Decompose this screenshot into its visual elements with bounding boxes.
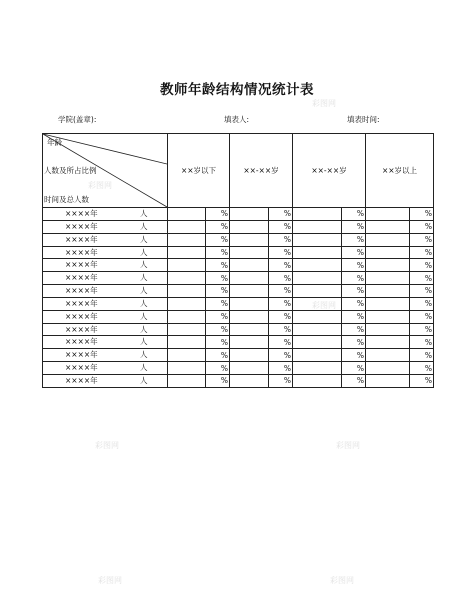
count-cell[interactable] <box>366 246 410 259</box>
count-cell[interactable] <box>366 259 410 272</box>
person-unit-label: 人 <box>140 363 148 373</box>
percent-cell[interactable]: % <box>410 285 434 298</box>
count-cell[interactable] <box>366 285 410 298</box>
table-row <box>43 208 434 221</box>
column-header-range-1: ××-××岁 <box>230 134 293 208</box>
percent-cell[interactable]: % <box>269 362 293 375</box>
count-cell[interactable] <box>293 349 342 362</box>
count-cell[interactable] <box>230 285 269 298</box>
year-cell <box>43 220 168 233</box>
count-cell[interactable] <box>168 336 206 349</box>
table-row <box>43 246 434 259</box>
count-cell[interactable] <box>230 323 269 336</box>
percent-cell[interactable]: % <box>342 246 366 259</box>
person-unit-label: 人 <box>140 286 148 296</box>
count-cell[interactable] <box>168 349 206 362</box>
watermark: 彩图网 <box>312 301 336 310</box>
percent-cell[interactable]: % <box>410 362 434 375</box>
year-label: ××××年 <box>65 298 98 308</box>
count-cell[interactable] <box>366 362 410 375</box>
count-cell[interactable] <box>230 336 269 349</box>
percent-cell[interactable]: % <box>206 233 230 246</box>
table-row <box>43 285 434 298</box>
count-cell[interactable] <box>168 362 206 375</box>
count-cell[interactable] <box>230 233 269 246</box>
percent-cell[interactable]: % <box>206 297 230 310</box>
percent-cell[interactable]: % <box>269 208 293 221</box>
count-cell[interactable] <box>366 349 410 362</box>
count-cell[interactable] <box>366 310 410 323</box>
count-cell[interactable] <box>230 349 269 362</box>
year-label: ××××年 <box>65 363 98 373</box>
percent-cell[interactable]: % <box>269 259 293 272</box>
count-cell[interactable] <box>230 272 269 285</box>
header-row <box>43 134 434 208</box>
year-label: ××××年 <box>65 337 98 347</box>
percent-cell[interactable]: % <box>342 323 366 336</box>
year-label: ××××年 <box>65 260 98 270</box>
count-cell[interactable] <box>366 208 410 221</box>
page-title: 教师年龄结构情况统计表 <box>160 82 314 98</box>
count-cell[interactable] <box>293 208 342 221</box>
count-cell[interactable] <box>230 246 269 259</box>
count-cell[interactable] <box>293 362 342 375</box>
percent-cell[interactable]: % <box>342 297 366 310</box>
year-cell <box>43 259 168 272</box>
count-cell[interactable] <box>168 374 206 387</box>
year-cell <box>43 310 168 323</box>
diagonal-header-cell <box>43 134 168 208</box>
count-cell[interactable] <box>168 208 206 221</box>
person-unit-label: 人 <box>140 350 148 360</box>
diag-label-time-total: 时间及总人数 <box>44 195 89 204</box>
count-cell[interactable] <box>293 220 342 233</box>
percent-cell[interactable]: % <box>410 310 434 323</box>
count-cell[interactable] <box>230 259 269 272</box>
person-unit-label: 人 <box>140 375 148 385</box>
percent-cell[interactable]: % <box>206 362 230 375</box>
count-cell[interactable] <box>230 208 269 221</box>
count-cell[interactable] <box>293 285 342 298</box>
count-cell[interactable] <box>168 297 206 310</box>
table-row <box>43 297 434 310</box>
school-label: 学院(盖章): <box>58 115 97 124</box>
percent-cell[interactable]: % <box>410 259 434 272</box>
percent-cell[interactable]: % <box>410 233 434 246</box>
percent-cell[interactable]: % <box>342 208 366 221</box>
percent-cell[interactable]: % <box>342 272 366 285</box>
year-label: ××××年 <box>65 221 98 231</box>
count-cell[interactable] <box>293 323 342 336</box>
year-cell <box>43 362 168 375</box>
percent-cell[interactable]: % <box>342 362 366 375</box>
percent-cell[interactable]: % <box>410 246 434 259</box>
year-cell <box>43 208 168 221</box>
person-unit-label: 人 <box>140 324 148 334</box>
count-cell[interactable] <box>293 233 342 246</box>
percent-cell[interactable]: % <box>269 233 293 246</box>
percent-cell[interactable]: % <box>269 349 293 362</box>
diag-label-age: 年龄 <box>47 138 62 147</box>
percent-cell[interactable]: % <box>410 208 434 221</box>
percent-cell[interactable]: % <box>206 246 230 259</box>
person-unit-label: 人 <box>140 337 148 347</box>
percent-cell[interactable]: % <box>206 220 230 233</box>
year-label: ××××年 <box>65 247 98 257</box>
count-cell[interactable] <box>168 323 206 336</box>
person-unit-label: 人 <box>140 273 148 283</box>
year-cell <box>43 272 168 285</box>
watermark: 彩图网 <box>330 576 354 585</box>
count-cell[interactable] <box>230 374 269 387</box>
table-row <box>43 362 434 375</box>
count-cell[interactable] <box>293 272 342 285</box>
year-label: ××××年 <box>65 375 98 385</box>
percent-cell[interactable]: % <box>342 285 366 298</box>
count-cell[interactable] <box>168 310 206 323</box>
year-label: ××××年 <box>65 234 98 244</box>
table-row <box>43 233 434 246</box>
year-label: ××××年 <box>65 273 98 283</box>
year-label: ××××年 <box>65 286 98 296</box>
count-cell[interactable] <box>366 323 410 336</box>
year-cell <box>43 246 168 259</box>
percent-cell[interactable]: % <box>206 374 230 387</box>
person-unit-label: 人 <box>140 298 148 308</box>
percent-cell[interactable]: % <box>410 349 434 362</box>
count-cell[interactable] <box>293 310 342 323</box>
column-header-range-2: ××-××岁 <box>293 134 366 208</box>
column-header-under: ××岁以下 <box>168 134 230 208</box>
person-unit-label: 人 <box>140 209 148 218</box>
table-row <box>43 323 434 336</box>
percent-cell[interactable]: % <box>269 323 293 336</box>
person-unit-label: 人 <box>140 311 148 321</box>
watermark: 彩图网 <box>95 441 119 450</box>
percent-cell[interactable]: % <box>269 297 293 310</box>
percent-cell[interactable]: % <box>410 323 434 336</box>
count-cell[interactable] <box>366 297 410 310</box>
person-unit-label: 人 <box>140 221 148 231</box>
year-cell <box>43 374 168 387</box>
person-unit-label: 人 <box>140 260 148 270</box>
percent-cell[interactable]: % <box>342 310 366 323</box>
percent-cell[interactable]: % <box>410 272 434 285</box>
percent-cell[interactable]: % <box>269 374 293 387</box>
year-label: ××××年 <box>65 209 98 218</box>
table-row <box>43 259 434 272</box>
percent-cell[interactable]: % <box>269 246 293 259</box>
count-cell[interactable] <box>168 233 206 246</box>
percent-cell[interactable]: % <box>410 336 434 349</box>
count-cell[interactable] <box>293 246 342 259</box>
count-cell[interactable] <box>230 310 269 323</box>
count-cell[interactable] <box>366 220 410 233</box>
age-structure-table <box>42 133 434 388</box>
count-cell[interactable] <box>366 233 410 246</box>
year-label: ××××年 <box>65 324 98 334</box>
year-label: ××××年 <box>65 350 98 360</box>
count-cell[interactable] <box>366 336 410 349</box>
percent-cell[interactable]: % <box>342 374 366 387</box>
watermark: 彩图网 <box>312 99 336 108</box>
percent-cell[interactable]: % <box>206 208 230 221</box>
table-row <box>43 374 434 387</box>
percent-cell[interactable]: % <box>269 220 293 233</box>
percent-cell[interactable]: % <box>410 297 434 310</box>
year-cell <box>43 285 168 298</box>
percent-cell[interactable]: % <box>206 323 230 336</box>
percent-cell[interactable]: % <box>206 285 230 298</box>
count-cell[interactable] <box>366 374 410 387</box>
year-cell <box>43 349 168 362</box>
percent-cell[interactable]: % <box>269 272 293 285</box>
person-unit-label: 人 <box>140 247 148 257</box>
count-cell[interactable] <box>293 336 342 349</box>
table-row <box>43 220 434 233</box>
watermark: 彩图网 <box>98 576 122 585</box>
person-unit-label: 人 <box>140 234 148 244</box>
percent-cell[interactable]: % <box>206 259 230 272</box>
percent-cell[interactable]: % <box>410 374 434 387</box>
percent-cell[interactable]: % <box>342 233 366 246</box>
table-row <box>43 272 434 285</box>
column-header-over: ××岁以上 <box>366 134 434 208</box>
table-row <box>43 336 434 349</box>
count-cell[interactable] <box>230 362 269 375</box>
percent-cell[interactable]: % <box>206 272 230 285</box>
percent-cell[interactable]: % <box>342 220 366 233</box>
percent-cell[interactable]: % <box>342 336 366 349</box>
filler-label: 填表人: <box>224 115 250 124</box>
count-cell[interactable] <box>168 220 206 233</box>
count-cell[interactable] <box>293 259 342 272</box>
year-label: ××××年 <box>65 311 98 321</box>
year-cell <box>43 233 168 246</box>
percent-cell[interactable]: % <box>206 336 230 349</box>
count-cell[interactable] <box>168 272 206 285</box>
date-label: 填表时间: <box>347 115 380 124</box>
table-row <box>43 349 434 362</box>
year-cell <box>43 297 168 310</box>
watermark: 彩图网 <box>336 441 360 450</box>
percent-cell[interactable]: % <box>206 310 230 323</box>
percent-cell[interactable]: % <box>269 336 293 349</box>
diag-label-count-ratio: 人数及所占比例 <box>44 166 97 175</box>
count-cell[interactable] <box>168 259 206 272</box>
year-cell <box>43 323 168 336</box>
year-cell <box>43 336 168 349</box>
count-cell[interactable] <box>230 220 269 233</box>
count-cell[interactable] <box>230 297 269 310</box>
percent-cell[interactable]: % <box>206 349 230 362</box>
percent-cell[interactable]: % <box>269 285 293 298</box>
count-cell[interactable] <box>168 285 206 298</box>
percent-cell[interactable]: % <box>410 220 434 233</box>
count-cell[interactable] <box>366 272 410 285</box>
watermark: 彩图网 <box>88 181 112 190</box>
count-cell[interactable] <box>293 374 342 387</box>
percent-cell[interactable]: % <box>342 259 366 272</box>
percent-cell[interactable]: % <box>342 349 366 362</box>
count-cell[interactable] <box>168 246 206 259</box>
percent-cell[interactable]: % <box>269 310 293 323</box>
table-row <box>43 310 434 323</box>
